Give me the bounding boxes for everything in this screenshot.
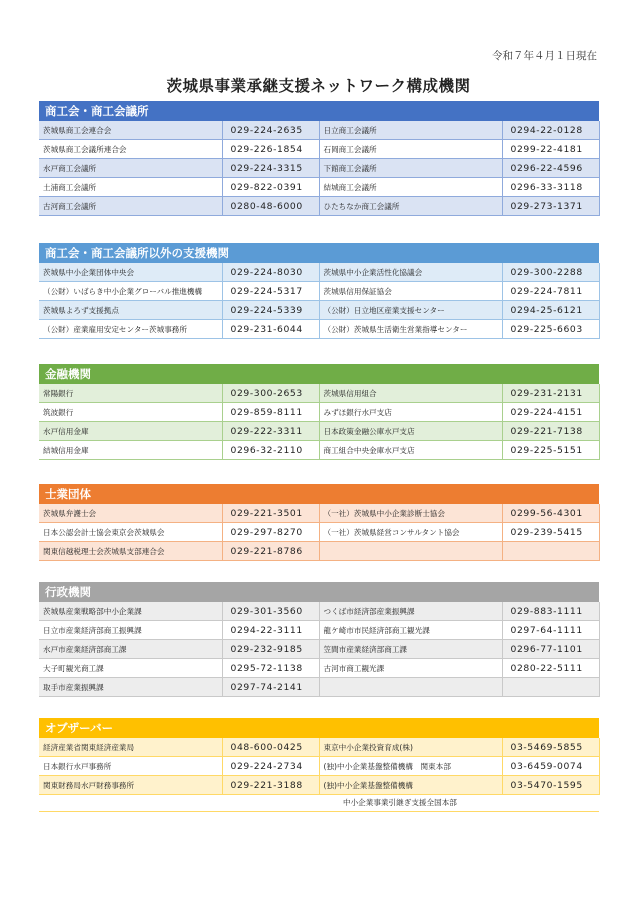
phone-number: 029-224-5317 xyxy=(222,282,319,301)
phone-number: 029-273-1371 xyxy=(502,197,599,216)
organization-name: 茨城県商工会連合会 xyxy=(39,121,222,140)
phone-number: 0296-77-1101 xyxy=(502,640,599,659)
phone-number: 029-300-2653 xyxy=(222,384,319,403)
section-5 xyxy=(39,582,599,697)
organization-name: （公財）産業雇用安定センター茨城事務所 xyxy=(39,320,222,339)
phone-number: 029-224-4151 xyxy=(502,403,599,422)
section-6 xyxy=(39,718,599,812)
phone-number: 029-221-7138 xyxy=(502,422,599,441)
table-row xyxy=(39,301,599,320)
organization-name: (独)中小企業基盤整備機構 関東本部 xyxy=(319,757,502,776)
phone-number: 0297-64-1111 xyxy=(502,621,599,640)
phone-number: 029-297-8270 xyxy=(222,523,319,542)
table-row xyxy=(39,282,599,301)
phone-number: 029-232-9185 xyxy=(222,640,319,659)
section-table xyxy=(39,602,600,697)
phone-number: 03-5470-1595 xyxy=(502,776,599,795)
section-header: オブザーバー xyxy=(39,718,599,738)
organization-name: 大子町観光商工課 xyxy=(39,659,222,678)
phone-number: 029-239-5415 xyxy=(502,523,599,542)
phone-number: 029-822-0391 xyxy=(222,178,319,197)
organization-name: 茨城県中小企業活性化協議会 xyxy=(319,263,502,282)
organization-name: 茨城県弁護士会 xyxy=(39,504,222,523)
table-row xyxy=(39,178,599,197)
organization-name xyxy=(319,678,502,697)
phone-number: 029-222-3311 xyxy=(222,422,319,441)
organization-subname: 中小企業事業引継ぎ支援全国本部 xyxy=(39,795,599,812)
table-row xyxy=(39,738,599,757)
organization-name: 日本公認会計士協会東京会茨城県会 xyxy=(39,523,222,542)
table-row xyxy=(39,757,599,776)
table-row xyxy=(39,197,599,216)
organization-name: 下館商工会議所 xyxy=(319,159,502,178)
table-row xyxy=(39,776,599,795)
section-1 xyxy=(39,101,599,216)
table-row xyxy=(39,504,599,523)
organization-name: 水戸市産業経済部商工課 xyxy=(39,640,222,659)
phone-number: 0280-48-6000 xyxy=(222,197,319,216)
section-table xyxy=(39,384,600,460)
organization-name: 笠間市産業経済部商工課 xyxy=(319,640,502,659)
organization-name: 龍ケ崎市市民経済部商工観光課 xyxy=(319,621,502,640)
table-row xyxy=(39,121,599,140)
organization-name: （公財）茨城県生活衛生営業指導センター xyxy=(319,320,502,339)
organization-name: 取手市産業振興課 xyxy=(39,678,222,697)
organization-name: 常陽銀行 xyxy=(39,384,222,403)
organization-name xyxy=(319,542,502,561)
organization-name: 日立商工会議所 xyxy=(319,121,502,140)
section-header: 商工会・商工会議所 xyxy=(39,101,599,121)
table-row xyxy=(39,523,599,542)
phone-number: 0280-22-5111 xyxy=(502,659,599,678)
phone-number: 029-225-5151 xyxy=(502,441,599,460)
phone-number xyxy=(502,542,599,561)
organization-name: （公財）いばらき中小企業グローバル推進機構 xyxy=(39,282,222,301)
phone-number: 029-221-3501 xyxy=(222,504,319,523)
table-row xyxy=(39,542,599,561)
phone-number: 0296-22-4596 xyxy=(502,159,599,178)
organization-name: ひたちなか商工会議所 xyxy=(319,197,502,216)
table-row xyxy=(39,621,599,640)
organization-name: 結城信用金庫 xyxy=(39,441,222,460)
organization-name: 水戸商工会議所 xyxy=(39,159,222,178)
phone-number: 029-224-5339 xyxy=(222,301,319,320)
section-header: 士業団体 xyxy=(39,484,599,504)
phone-number: 029-300-2288 xyxy=(502,263,599,282)
table-row xyxy=(39,263,599,282)
phone-number: 029-225-6603 xyxy=(502,320,599,339)
organization-name: 日立市産業経済部商工振興課 xyxy=(39,621,222,640)
phone-number xyxy=(502,678,599,697)
organization-name: 茨城県中小企業団体中央会 xyxy=(39,263,222,282)
phone-number: 029-231-2131 xyxy=(502,384,599,403)
phone-number: 029-231-6044 xyxy=(222,320,319,339)
phone-number: 0299-22-4181 xyxy=(502,140,599,159)
phone-number: 0297-74-2141 xyxy=(222,678,319,697)
organization-name: 茨城県商工会議所連合会 xyxy=(39,140,222,159)
table-row xyxy=(39,320,599,339)
organization-name: 日本銀行水戸事務所 xyxy=(39,757,222,776)
phone-number: 03-5469-5855 xyxy=(502,738,599,757)
organization-name: 関東信越税理士会茨城県支部連合会 xyxy=(39,542,222,561)
phone-number: 048-600-0425 xyxy=(222,738,319,757)
organization-name: 土浦商工会議所 xyxy=(39,178,222,197)
organization-name: （一社）茨城県中小企業診断士協会 xyxy=(319,504,502,523)
phone-number: 0296-32-2110 xyxy=(222,441,319,460)
page-title: 茨城県事業承継支援ネットワーク構成機関 xyxy=(166,77,471,95)
organization-name: 結城商工会議所 xyxy=(319,178,502,197)
organization-name: つくば市経済部産業振興課 xyxy=(319,602,502,621)
phone-number: 029-226-1854 xyxy=(222,140,319,159)
phone-number: 03-6459-0074 xyxy=(502,757,599,776)
section-2 xyxy=(39,243,599,339)
organization-name: 商工組合中央金庫水戸支店 xyxy=(319,441,502,460)
organization-name: （一社）茨城県経営コンサルタント協会 xyxy=(319,523,502,542)
phone-number: 0296-33-3118 xyxy=(502,178,599,197)
table-row xyxy=(39,159,599,178)
table-row xyxy=(39,602,599,621)
phone-number: 029-221-3188 xyxy=(222,776,319,795)
section-header: 金融機関 xyxy=(39,364,599,384)
phone-number: 0299-56-4301 xyxy=(502,504,599,523)
section-table xyxy=(39,121,600,216)
section-header: 商工会・商工会議所以外の支援機関 xyxy=(39,243,599,263)
table-row xyxy=(39,640,599,659)
phone-number: 0295-72-1138 xyxy=(222,659,319,678)
organization-name: (独)中小企業基盤整備機構 xyxy=(319,776,502,795)
section-table xyxy=(39,504,600,561)
section-header: 行政機関 xyxy=(39,582,599,602)
phone-number: 0294-22-3111 xyxy=(222,621,319,640)
organization-name: 古河市商工観光課 xyxy=(319,659,502,678)
section-3 xyxy=(39,364,599,460)
phone-number: 029-224-8030 xyxy=(222,263,319,282)
organization-name: みずほ銀行水戸支店 xyxy=(319,403,502,422)
table-row xyxy=(39,441,599,460)
phone-number: 0294-22-0128 xyxy=(502,121,599,140)
table-row xyxy=(39,140,599,159)
phone-number: 029-859-8111 xyxy=(222,403,319,422)
table-row xyxy=(39,403,599,422)
organization-name: 茨城県よろず支援拠点 xyxy=(39,301,222,320)
organization-name: 茨城県信用保証協会 xyxy=(319,282,502,301)
phone-number: 029-221-8786 xyxy=(222,542,319,561)
phone-number: 029-224-3315 xyxy=(222,159,319,178)
organization-name: （公財）日立地区産業支援センター xyxy=(319,301,502,320)
organization-name: 古河商工会議所 xyxy=(39,197,222,216)
organization-name: 水戸信用金庫 xyxy=(39,422,222,441)
phone-number: 029-224-7811 xyxy=(502,282,599,301)
phone-number: 029-301-3560 xyxy=(222,602,319,621)
organization-name: 日本政策金融公庫水戸支店 xyxy=(319,422,502,441)
table-row xyxy=(39,678,599,697)
phone-number: 029-224-2635 xyxy=(222,121,319,140)
organization-name: 石岡商工会議所 xyxy=(319,140,502,159)
organization-name: 茨城県信用組合 xyxy=(319,384,502,403)
table-row xyxy=(39,384,599,403)
phone-number: 0294-25-6121 xyxy=(502,301,599,320)
phone-number: 029-883-1111 xyxy=(502,602,599,621)
organization-name: 経済産業省関東経済産業局 xyxy=(39,738,222,757)
phone-number: 029-224-2734 xyxy=(222,757,319,776)
section-table xyxy=(39,263,600,339)
date-stamp: 令和７年４月１日現在 xyxy=(492,50,597,62)
organization-name: 筑波銀行 xyxy=(39,403,222,422)
section-4 xyxy=(39,484,599,561)
section-table xyxy=(39,738,600,795)
table-row xyxy=(39,422,599,441)
organization-name: 関東財務局水戸財務事務所 xyxy=(39,776,222,795)
organization-name: 東京中小企業投資育成(株) xyxy=(319,738,502,757)
table-row xyxy=(39,659,599,678)
organization-name: 茨城県産業戦略部中小企業課 xyxy=(39,602,222,621)
